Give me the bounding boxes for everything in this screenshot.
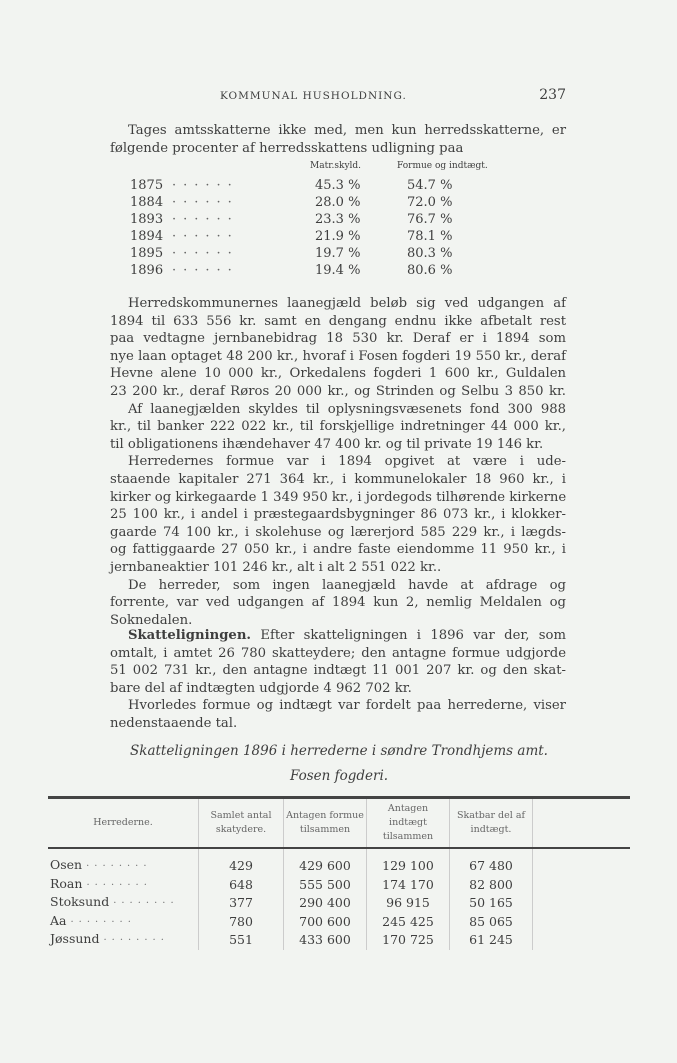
herred-name: Osen: [50, 857, 83, 872]
matr-value: 21.9 %: [315, 229, 361, 244]
col-header-matr: Matr.skyld.: [310, 161, 362, 171]
text-line: omtalt, i amtet 26 780 skatteydere; den antagne formue udgjorde: [110, 645, 566, 661]
text-line: nye laan optaget 48 200 kr., hvoraf i Fosen fogderi 19 550 kr., deraf: [110, 348, 566, 364]
leader-dots: ······: [172, 229, 239, 244]
intro-paragraph: [110, 122, 566, 157]
formue-cell: 555 500: [284, 876, 367, 895]
leader-dots: ········: [70, 916, 136, 928]
formue-cell: 700 600: [284, 913, 367, 932]
leader-dots: ······: [172, 178, 239, 193]
indtaegt-cell: 96 915: [367, 894, 450, 913]
th-skatbar: Skatbar del af indtægt.: [450, 798, 533, 849]
text-line: staaende kapitaler 271 364 kr., i kommunelokaler 18 960 kr., i: [110, 471, 566, 487]
text-line: forrente, var ved udgangen af 1894 kun 2, nemlig Meldalen og: [110, 595, 566, 611]
th-herrederne: Herrederne.: [48, 798, 199, 849]
skatbar-cell: 82 800: [450, 876, 533, 895]
skatteligning-paragraph: [110, 627, 566, 733]
leader-dots: ······: [172, 195, 239, 210]
text-line: gaarde 74 100 kr., i skolehuse og lærerjord 585 229 kr., i lægds-: [110, 524, 566, 540]
text-line: 23 200 kr., deraf Røros 20 000 kr., og Strinden og Selbu 3 850 kr.: [110, 383, 566, 399]
text-line: De herreder, som ingen laanegjæld havde at afdrage og: [128, 577, 566, 593]
spacer-cell: [533, 894, 631, 913]
text-line: [110, 627, 566, 645]
formue-cell: 429 600: [284, 848, 367, 876]
text-line: Af laanegjælden skyldes til oplysningsvæsenets fond 300 988: [128, 401, 566, 417]
year: 1893: [130, 212, 164, 227]
herred-cell: [48, 913, 199, 932]
text-line: til obligationens ihændehaver 47 400 kr. og til private 19 146 kr.: [110, 436, 544, 452]
leader-dots: ········: [103, 935, 169, 946]
spacer-cell: [533, 848, 631, 876]
text-line: bare del af indtægten udgjorde 4 962 702 kr.: [110, 680, 412, 696]
table-row: [48, 894, 630, 913]
spacer-cell: [533, 876, 631, 895]
leader-dots: ······: [172, 246, 239, 261]
herred-cell: [48, 894, 199, 913]
skatbar-cell: 85 065: [450, 913, 533, 932]
text-line: Herredernes formue var i 1894 opgivet at være i ude-: [128, 454, 566, 470]
th-formue: Antagen formue tilsammen: [284, 798, 367, 849]
year: 1896: [130, 263, 164, 278]
col-header-formue: Formue og indtægt.: [397, 161, 488, 171]
page-number: 237: [539, 87, 566, 103]
year: 1884: [130, 195, 164, 210]
table-subtitle: Fosen fogderi.: [289, 768, 389, 784]
text-line: 1894 til 633 556 kr. samt en dengang endnu ikke afbetalt rest: [110, 313, 566, 329]
th-antal: Samlet antal skatydere.: [199, 798, 284, 849]
table-row: [48, 913, 630, 932]
text-line: kr., til banker 222 022 kr., til forskjellige indretninger 44 000 kr.,: [110, 419, 566, 435]
antal-cell: 551: [199, 931, 284, 950]
herred-name: Jøssund: [50, 931, 100, 946]
matr-value: 19.7 %: [315, 246, 361, 261]
formue-value: 80.3 %: [407, 246, 453, 261]
spacer-cell: [533, 913, 631, 932]
skatbar-cell: 61 245: [450, 931, 533, 950]
text-line: paa vedtagne jernbanebidrag 18 530 kr. Deraf er i 1894 som: [110, 331, 566, 347]
indtaegt-cell: 174 170: [367, 876, 450, 895]
matr-value: 19.4 %: [315, 263, 361, 278]
herred-name: Stoksund: [50, 894, 110, 909]
th-indtaegt: Antagen indtægt tilsammen: [367, 798, 450, 849]
formue-value: 80.6 %: [407, 263, 453, 278]
formue-value: 78.1 %: [407, 229, 453, 244]
skatbar-cell: 67 480: [450, 848, 533, 876]
table-row: [48, 931, 630, 950]
leader-dots: ······: [172, 263, 239, 278]
skatbar-cell: 50 165: [450, 894, 533, 913]
th-spacer: [533, 798, 631, 849]
herred-cell: [48, 931, 199, 950]
table-title: Skatteligningen 1896 i herrederne i søndre Trondhjems amt.: [130, 743, 548, 759]
section-heading: Skatteligningen.: [128, 628, 251, 643]
herred-name: Aa: [50, 912, 67, 928]
text-line: Hvorledes formue og indtægt var fordelt paa herrederne, viser: [128, 698, 566, 714]
herred-name: Roan: [50, 875, 83, 891]
formue-cell: 433 600: [284, 931, 367, 950]
indtaegt-cell: 170 725: [367, 931, 450, 950]
formue-value: 54.7 %: [407, 178, 453, 193]
matr-value: 28.0 %: [315, 195, 361, 210]
formue-cell: 290 400: [284, 894, 367, 913]
text: Efter skatteligningen i 1896 var der, som: [260, 628, 566, 643]
text-line: kirker og kirkegaarde 1 349 950 kr., i jordegods tilhørende kirkerne: [110, 489, 567, 505]
antal-cell: 648: [199, 876, 284, 895]
indtaegt-cell: 129 100: [367, 848, 450, 876]
formue-value: 76.7 %: [407, 212, 453, 227]
tax-table: [48, 796, 630, 950]
indtaegt-cell: 245 425: [367, 913, 450, 932]
text-line: jernbaneaktier 101 246 kr., alt i alt 2 551 022 kr..: [110, 559, 442, 575]
matr-value: 45.3 %: [315, 178, 361, 193]
antal-cell: 377: [199, 894, 284, 913]
herred-cell: [48, 876, 199, 895]
antal-cell: 780: [199, 913, 284, 932]
leader-dots: ········: [86, 861, 152, 872]
text-line: 51 002 731 kr., den antagne indtægt 11 001 207 kr. og den skat-: [110, 663, 566, 679]
text-line: Tages amtsskatterne ikke med, men kun herredsskatterne, er: [128, 123, 566, 138]
header-title: KOMMUNAL HUSHOLDNING.: [220, 90, 407, 102]
table-row: [48, 848, 630, 876]
table-row: [48, 876, 630, 895]
text-line: følgende procenter af herredsskattens udligning paa: [110, 140, 464, 156]
herred-cell: [48, 848, 199, 876]
leader-dots: ········: [113, 898, 179, 909]
antal-cell: 429: [199, 848, 284, 876]
year: 1895: [130, 246, 164, 261]
text-line: Soknedalen.: [110, 612, 193, 628]
formue-value: 72.0 %: [407, 195, 453, 210]
leader-dots: ······: [172, 212, 239, 227]
year: 1875: [130, 178, 164, 193]
year: 1894: [130, 229, 164, 244]
leader-dots: ········: [86, 879, 152, 891]
text-line: og fattiggaarde 27 050 kr., i andre faste eiendomme 11 950 kr., i: [110, 542, 566, 558]
text-line: nedenstaaende tal.: [110, 715, 238, 731]
text-line: Hevne alene 10 000 kr., Orkedalens fogderi 1 600 kr., Guldalen: [110, 366, 566, 382]
spacer-cell: [533, 931, 631, 950]
text-line: Herredskommunernes laanegjæld beløb sig ved udgangen af: [128, 296, 566, 311]
body-paragraphs: [110, 295, 566, 629]
text-line: 25 100 kr., i andel i præstegaardsbygninger 86 073 kr., i klokker-: [110, 507, 566, 523]
matr-value: 23.3 %: [315, 212, 361, 227]
